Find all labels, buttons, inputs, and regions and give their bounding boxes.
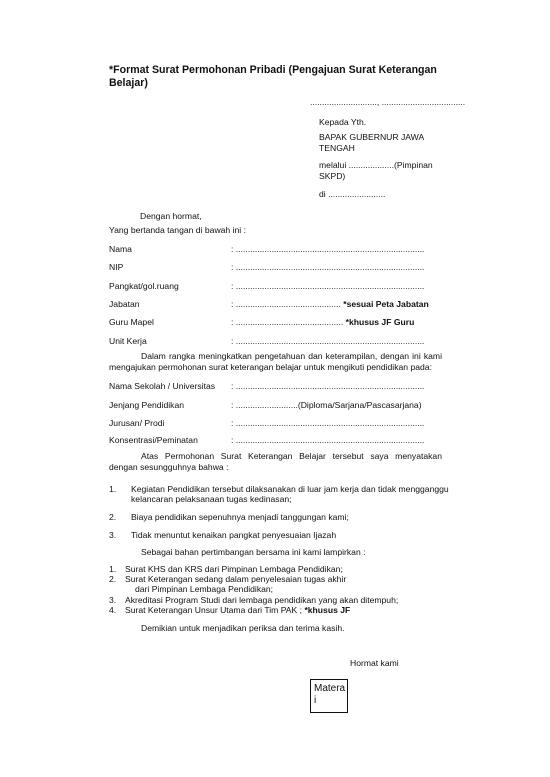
statement-text: Tidak menuntut kenaikan pangkat penyesuaian Ijazah — [131, 530, 337, 540]
recipient-name: BAPAK GUBERNUR JAWA TENGAH — [319, 132, 424, 153]
statement-number: 3. — [109, 530, 117, 540]
field-label-konsentrasi: Konsentrasi/Peminatan — [109, 435, 198, 445]
attachment-text: Surat KHS dan KRS dari Pimpinan Lembaga Pendidikan; — [125, 564, 343, 574]
statement-number: 2. — [109, 512, 117, 522]
statement-text-continued: kelancaran pelaksanaan tugas kedinasan; — [131, 494, 292, 504]
field-label-jurusan: Jurusan/ Prodi — [109, 418, 165, 428]
place-date-line: ............................, ................................... — [310, 97, 466, 107]
attachment-text — [125, 605, 350, 616]
attachment-number: 3. — [109, 595, 117, 605]
field-label-sekolah: Nama Sekolah / Universitas — [109, 381, 216, 391]
field-label-nama: Nama — [109, 244, 132, 254]
attachment-text: Surat Keterangan sedang dalam penyelesaian tugas akhir — [125, 574, 347, 584]
attachment-number: 4. — [109, 605, 117, 615]
attachment-number: 1. — [109, 564, 117, 574]
field-value-jabatan-dots: : ............................................ — [231, 299, 341, 309]
field-value-jurusan: : ............................................................................... — [231, 418, 425, 428]
statement-number: 1. — [109, 484, 117, 494]
attachment-text-main: Surat Keterangan Unsur Utama dari Tim PAK ; — [125, 605, 305, 615]
field-label-pangkat: Pangkat/gol.ruang — [109, 281, 179, 291]
recipient-melalui: melalui ...................(Pimpinan SKPD) — [319, 160, 433, 181]
field-value-sekolah: : ............................................................................... — [231, 381, 425, 391]
field-value-konsentrasi: : ............................................................................... — [231, 435, 425, 445]
field-note-guru-mapel: *khusus JF Guru — [345, 317, 415, 327]
field-label-nip: NIP — [109, 262, 124, 272]
field-label-guru-mapel: Guru Mapel — [109, 317, 154, 327]
attachment-text-continued: dari Pimpinan Lembaga Pendidikan; — [135, 584, 274, 594]
attachment-number: 2. — [109, 574, 117, 584]
attachments-intro: Sebagai bahan pertimbangan bersama ini kami lampirkan : — [141, 547, 366, 557]
field-value-guru-mapel-dots: : ............................................. — [231, 317, 344, 327]
field-value-unit-kerja: : ............................................................................... — [231, 336, 425, 346]
materai-box — [310, 679, 348, 713]
field-value-jabatan — [231, 299, 429, 310]
attachment-note: *khusus JF — [304, 605, 351, 615]
field-label-jenjang: Jenjang Pendidikan — [109, 400, 185, 410]
field-value-guru-mapel — [231, 317, 414, 328]
field-value-jenjang: : ..........................(Diploma/Sarjana/Pascasarjana) — [231, 400, 422, 410]
field-label-unit-kerja: Unit Kerja — [109, 336, 147, 346]
attachment-text: Akreditasi Program Studi dari lembaga pendidikan yang akan ditempuh; — [125, 595, 399, 605]
closing-text: Demikian untuk menjadikan periksa dan terima kasih. — [141, 623, 345, 633]
document-title: *Format Surat Permohonan Pribadi (Pengajuan Surat Keterangan Belajar) — [109, 64, 437, 89]
field-value-nama: : ............................................................................... — [231, 244, 425, 254]
field-value-pangkat: : ............................................................................... — [231, 281, 425, 291]
statement-text: Biaya pendidikan sepenuhnya menjadi tanggungan kami; — [131, 512, 349, 522]
greeting: Dengan hormat, — [140, 211, 202, 221]
recipient-kepada: Kepada Yth. — [319, 117, 367, 127]
field-value-nip: : ............................................................................... — [231, 262, 425, 272]
statement-text: Kegiatan Pendidikan tersebut dilaksanakan di luar jam kerja dan tidak mengganggu — [131, 484, 449, 494]
field-note-jabatan: *sesuai Peta Jabatan — [343, 299, 429, 309]
signoff-text: Hormat kami — [350, 658, 399, 668]
recipient-di: di ........................ — [319, 189, 386, 199]
materai-label: Materai — [314, 683, 346, 706]
field-label-jabatan: Jabatan — [109, 299, 140, 309]
paragraph-request: Dalam rangka meningkatkan pengetahuan dan keterampilan, dengan ini kami mengajukan permohonan surat keterangan belajar untuk mengikuti pendidikan pada: — [109, 351, 442, 372]
paragraph-statement: Atas Permohonan Surat Keterangan Belajar tersebut saya menyatakan dengan sesungguhnya bahwa : — [109, 451, 442, 472]
intro-text: Yang bertanda tangan di bawah ini : — [109, 225, 246, 235]
